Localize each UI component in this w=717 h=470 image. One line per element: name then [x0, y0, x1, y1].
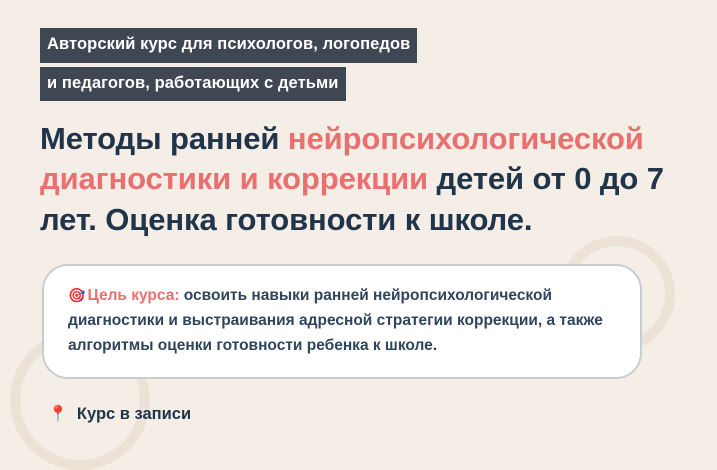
goal-card-body: освоить навыки ранней нейропсихологической диагностики и выстраивания адресной стратегии коррекции, а также алгоритмы оценки готовности ребенка к школе. — [68, 287, 603, 355]
kicker-line-1 — [40, 28, 417, 63]
kicker-block — [40, 28, 677, 101]
kicker-line-1-text: Авторский курс для психологов, логопедов — [40, 28, 417, 63]
page-title — [40, 119, 677, 240]
target-icon: 🎯 — [68, 287, 86, 304]
goal-card-label: Цель курса: — [87, 287, 180, 305]
slide-content — [40, 28, 677, 424]
pin-icon: 📍 — [48, 405, 68, 423]
headline-part-1: Методы ранней — [40, 121, 288, 157]
course-format-label: Курс в записи — [76, 405, 192, 424]
course-format-note — [48, 405, 677, 424]
headline-accent: нейропсихологической диагностики и коррекции — [40, 121, 644, 197]
goal-card-text — [68, 283, 614, 358]
kicker-line-2 — [40, 67, 346, 102]
goal-card — [42, 264, 642, 379]
headline-part-2: детей от 0 до 7 лет. Оценка готовности к школе. — [40, 161, 664, 237]
kicker-line-2-text: и педагогов, работающих с детьми — [40, 67, 346, 102]
